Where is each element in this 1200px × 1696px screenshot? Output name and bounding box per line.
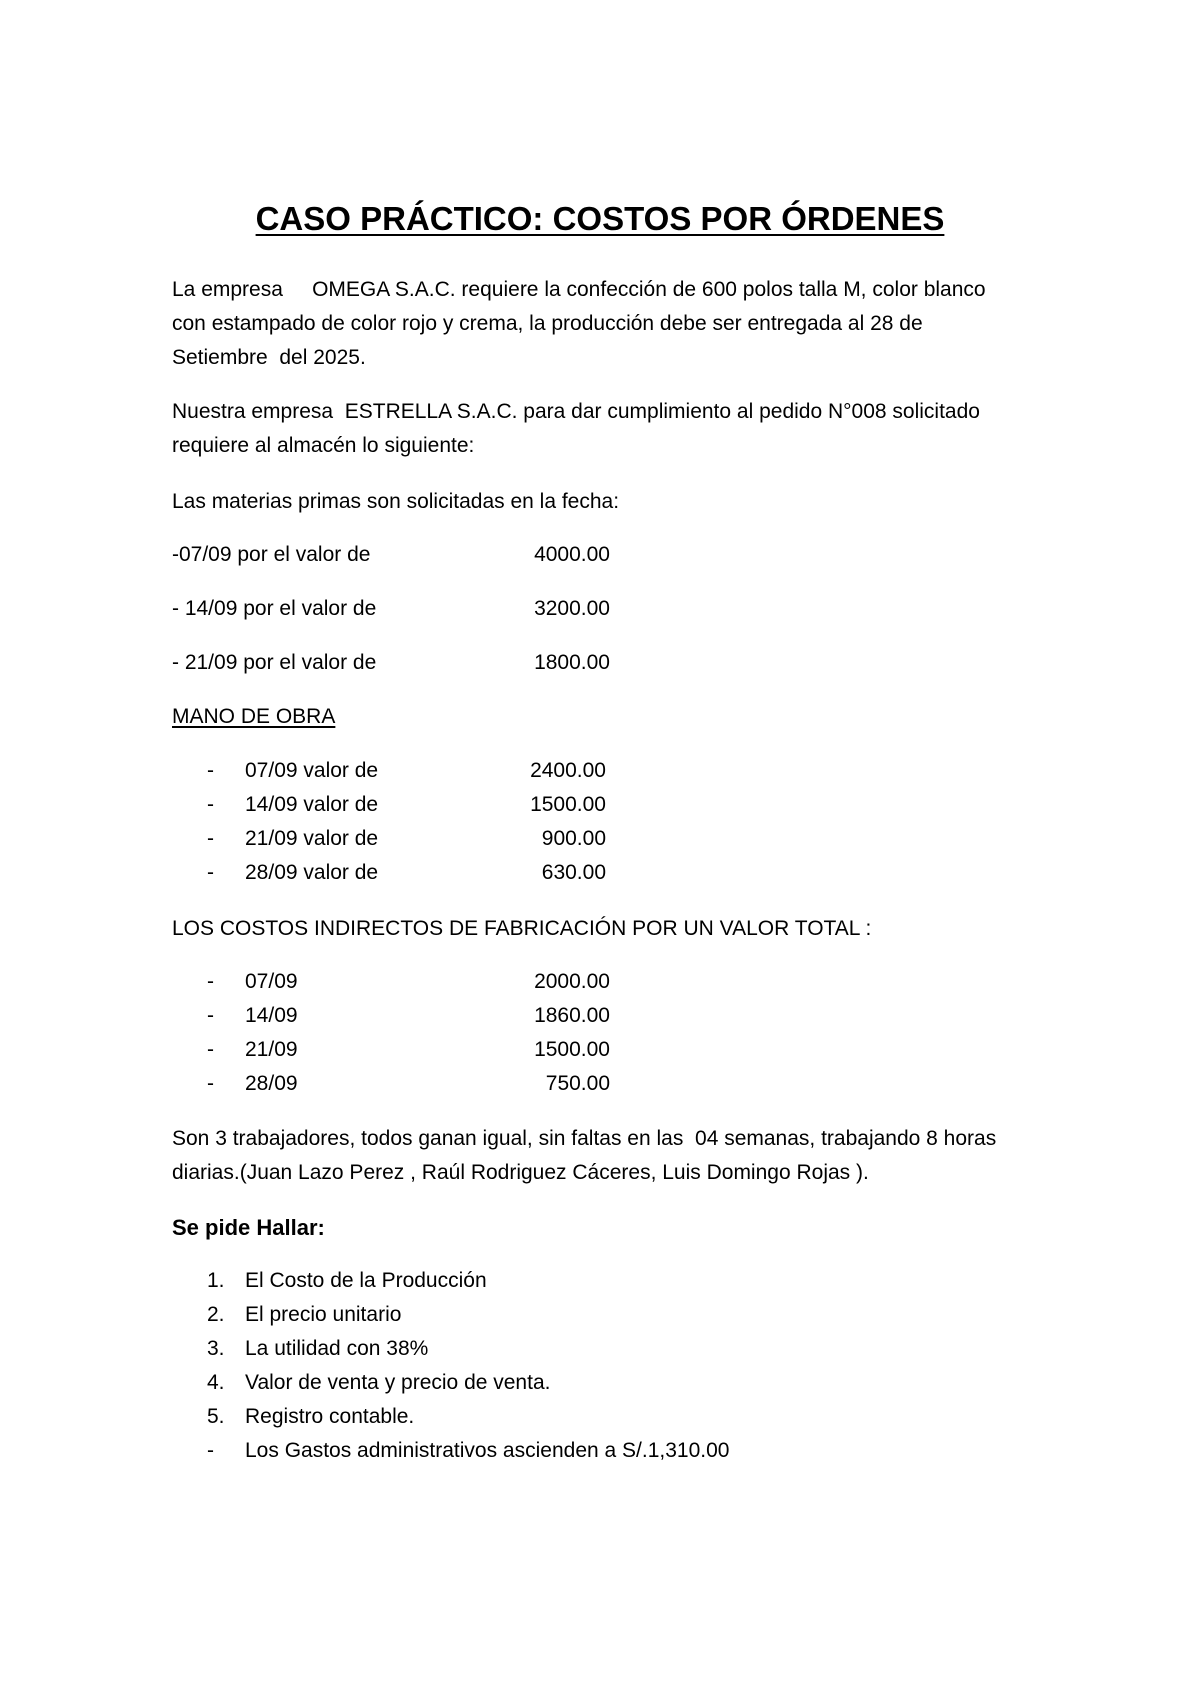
overhead-item-label: 28/09 <box>245 1072 298 1095</box>
intro-line-3: Setiembre del 2025. <box>172 346 366 369</box>
task-marker: 5. <box>207 1405 225 1428</box>
list-bullet: - <box>207 793 214 816</box>
task-text: La utilidad con 38% <box>245 1337 429 1360</box>
overhead-item-label: 14/09 <box>245 1004 298 1027</box>
materials-item-label: -07/09 por el valor de <box>172 543 371 566</box>
company-line-2: requiere al almacén lo siguiente: <box>172 434 475 457</box>
labor-item-label: 28/09 valor de <box>245 861 379 884</box>
workers-line-2: diarias.(Juan Lazo Perez , Raúl Rodriguez Cáceres, Luis Domingo Rojas ). <box>172 1161 869 1184</box>
list-bullet: - <box>207 827 214 850</box>
task-marker: 1. <box>207 1269 225 1292</box>
overhead-item-amount: 1500.00 <box>534 1038 610 1061</box>
materials-item-label: - 14/09 por el valor de <box>172 597 377 620</box>
labor-heading: MANO DE OBRA <box>172 705 336 728</box>
task-text: El precio unitario <box>245 1303 402 1326</box>
overhead-item-label: 07/09 <box>245 970 298 993</box>
list-bullet: - <box>207 1004 214 1027</box>
task-marker: 3. <box>207 1337 225 1360</box>
materials-item-amount: 3200.00 <box>534 597 610 620</box>
labor-item-amount: 900.00 <box>541 827 606 850</box>
labor-item-amount: 1500.00 <box>530 793 606 816</box>
company-line-1: Nuestra empresa ESTRELLA S.A.C. para dar cumplimiento al pedido N°008 solicitado <box>172 400 980 423</box>
task-text: Los Gastos administrativos ascienden a S/.1,310.00 <box>245 1439 730 1462</box>
list-bullet: - <box>207 861 214 884</box>
labor-item-label: 14/09 valor de <box>245 793 379 816</box>
labor-item-amount: 630.00 <box>541 861 606 884</box>
materials-item-amount: 4000.00 <box>534 543 610 566</box>
list-bullet: - <box>207 1038 214 1061</box>
task-text: Valor de venta y precio de venta. <box>245 1371 551 1394</box>
task-marker: 2. <box>207 1303 225 1326</box>
materials-item-amount: 1800.00 <box>534 651 610 674</box>
overhead-item-amount: 1860.00 <box>534 1004 610 1027</box>
task-text: Registro contable. <box>245 1405 415 1428</box>
overhead-item-amount: 2000.00 <box>534 970 610 993</box>
materials-heading: Las materias primas son solicitadas en la fecha: <box>172 490 620 513</box>
workers-line-1: Son 3 trabajadores, todos ganan igual, sin faltas en las 04 semanas, trabajando 8 horas <box>172 1127 997 1150</box>
overhead-item-amount: 750.00 <box>545 1072 610 1095</box>
task-marker: - <box>207 1439 214 1462</box>
labor-item-amount: 2400.00 <box>530 759 606 782</box>
labor-item-label: 07/09 valor de <box>245 759 379 782</box>
labor-item-label: 21/09 valor de <box>245 827 379 850</box>
list-bullet: - <box>207 759 214 782</box>
list-bullet: - <box>207 970 214 993</box>
list-bullet: - <box>207 1072 214 1095</box>
task-text: El Costo de la Producción <box>245 1269 487 1292</box>
tasks-heading: Se pide Hallar: <box>172 1215 325 1240</box>
intro-line-1: La empresa OMEGA S.A.C. requiere la confección de 600 polos talla M, color blanco <box>172 278 986 301</box>
intro-line-2: con estampado de color rojo y crema, la producción debe ser entregada al 28 de <box>172 312 923 335</box>
overhead-heading: LOS COSTOS INDIRECTOS DE FABRICACIÓN POR UN VALOR TOTAL : <box>172 917 872 940</box>
materials-item-label: - 21/09 por el valor de <box>172 651 377 674</box>
page-title: CASO PRÁCTICO: COSTOS POR ÓRDENES <box>255 200 945 237</box>
overhead-item-label: 21/09 <box>245 1038 298 1061</box>
task-marker: 4. <box>207 1371 225 1394</box>
